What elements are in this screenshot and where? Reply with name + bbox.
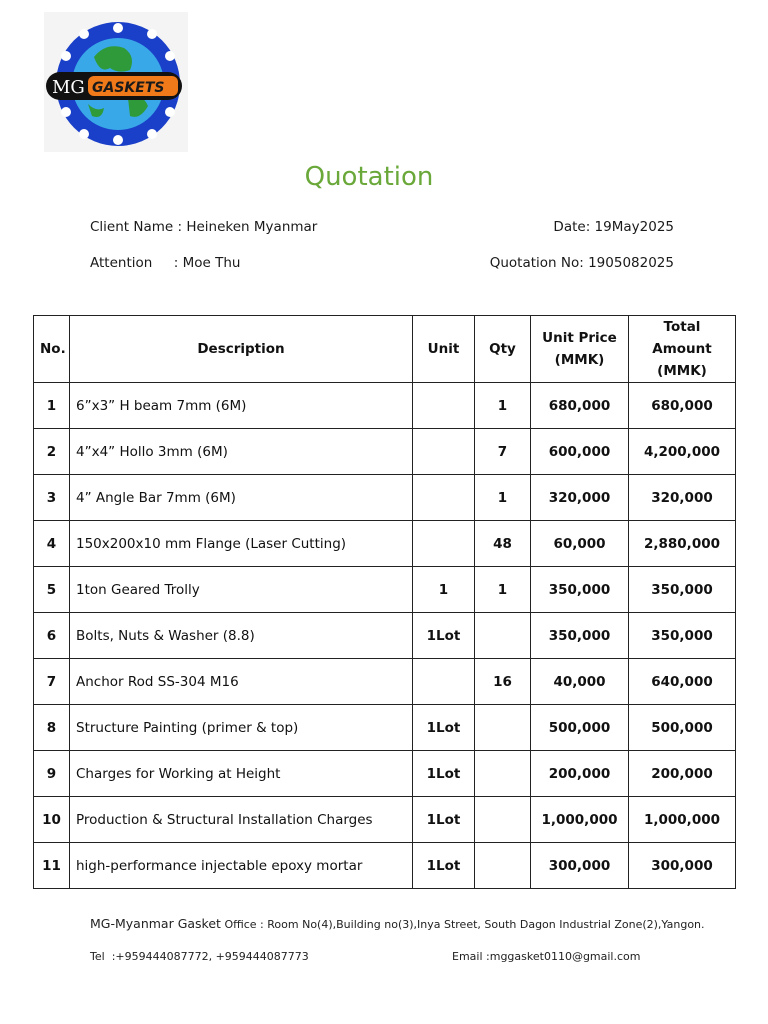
- footer-office-address: Room No(4),Building no(3),Inya Street, South Dagon Industrial Zone(2),Yangon.: [267, 918, 705, 931]
- row-qty: 16: [475, 659, 531, 705]
- footer-email-line: [452, 950, 640, 963]
- row-no: 4: [34, 521, 70, 567]
- header-no: No.: [34, 316, 70, 383]
- attention-label: Attention: [90, 255, 153, 271]
- footer-office-line: [90, 916, 705, 931]
- quotation-no-value: 1905082025: [588, 255, 674, 271]
- footer-company-name: MG-Myanmar Gasket: [90, 916, 221, 931]
- quotation-table: [33, 315, 736, 889]
- row-no: 8: [34, 705, 70, 751]
- row-no: 10: [34, 797, 70, 843]
- row-unit-price: 500,000: [531, 705, 629, 751]
- header-unit: Unit: [413, 316, 475, 383]
- table-row: [34, 567, 736, 613]
- mg-gaskets-logo: [44, 12, 188, 152]
- row-total: 1,000,000: [629, 797, 736, 843]
- row-unit: 1Lot: [413, 705, 475, 751]
- row-qty: [475, 613, 531, 659]
- quotation-no-label: Quotation No:: [489, 255, 584, 271]
- header-qty: Qty: [475, 316, 531, 383]
- header-unit-price-label: Unit Price: [542, 330, 617, 346]
- attention-value: Moe Thu: [182, 255, 241, 271]
- row-total: 2,880,000: [629, 521, 736, 567]
- row-total: 300,000: [629, 843, 736, 889]
- row-no: 1: [34, 383, 70, 429]
- row-unit-price: 600,000: [531, 429, 629, 475]
- row-description: Anchor Rod SS-304 M16: [70, 659, 413, 705]
- row-qty: [475, 843, 531, 889]
- row-unit-price: 60,000: [531, 521, 629, 567]
- date-line: [553, 219, 674, 235]
- svg-text:GASKETS: GASKETS: [92, 80, 165, 96]
- row-unit-price: 320,000: [531, 475, 629, 521]
- header-unit-price: [531, 316, 629, 383]
- row-unit: 1Lot: [413, 843, 475, 889]
- row-no: 6: [34, 613, 70, 659]
- row-no: 11: [34, 843, 70, 889]
- header-total-amount-label: Total Amount: [652, 319, 712, 357]
- row-unit-price: 300,000: [531, 843, 629, 889]
- row-description: Production & Structural Installation Charges: [70, 797, 413, 843]
- client-label: Client Name: [90, 219, 174, 235]
- date-value: 19May2025: [594, 219, 674, 235]
- row-description: Structure Painting (primer & top): [70, 705, 413, 751]
- row-unit-price: 40,000: [531, 659, 629, 705]
- row-qty: [475, 797, 531, 843]
- row-total: 500,000: [629, 705, 736, 751]
- table-row: [34, 705, 736, 751]
- row-description: 6”x3” H beam 7mm (6M): [70, 383, 413, 429]
- quotation-no-line: [490, 255, 674, 271]
- row-unit-price: 1,000,000: [531, 797, 629, 843]
- row-no: 2: [34, 429, 70, 475]
- row-no: 5: [34, 567, 70, 613]
- svg-text:MG: MG: [52, 77, 85, 98]
- row-total: 640,000: [629, 659, 736, 705]
- row-description: Charges for Working at Height: [70, 751, 413, 797]
- company-logo: [44, 12, 188, 152]
- row-description: 4”x4” Hollo 3mm (6M): [70, 429, 413, 475]
- row-total: 4,200,000: [629, 429, 736, 475]
- row-unit-price: 350,000: [531, 613, 629, 659]
- row-unit: 1Lot: [413, 797, 475, 843]
- row-qty: [475, 705, 531, 751]
- row-unit: [413, 475, 475, 521]
- row-qty: [475, 751, 531, 797]
- row-description: Bolts, Nuts & Washer (8.8): [70, 613, 413, 659]
- row-no: 3: [34, 475, 70, 521]
- row-qty: 1: [475, 383, 531, 429]
- table-row: [34, 475, 736, 521]
- row-unit: 1Lot: [413, 751, 475, 797]
- header-total-amount-currency: (MMK): [657, 363, 707, 379]
- row-qty: 1: [475, 475, 531, 521]
- row-qty: 7: [475, 429, 531, 475]
- row-total: 680,000: [629, 383, 736, 429]
- table-header-row: [34, 316, 736, 383]
- row-total: 320,000: [629, 475, 736, 521]
- table-row: [34, 843, 736, 889]
- row-unit: [413, 429, 475, 475]
- row-total: 350,000: [629, 613, 736, 659]
- client-value: Heineken Myanmar: [186, 219, 318, 235]
- row-unit-price: 200,000: [531, 751, 629, 797]
- footer-tel-label: Tel: [90, 950, 105, 963]
- footer-email-label: Email: [452, 950, 483, 963]
- row-description: 4” Angle Bar 7mm (6M): [70, 475, 413, 521]
- table-row: [34, 521, 736, 567]
- row-unit-price: 680,000: [531, 383, 629, 429]
- footer-office-label: Office :: [224, 918, 264, 931]
- row-total: 200,000: [629, 751, 736, 797]
- row-qty: 48: [475, 521, 531, 567]
- row-description: 1ton Geared Trolly: [70, 567, 413, 613]
- date-label: Date:: [553, 219, 591, 235]
- table-row: [34, 751, 736, 797]
- table-row: [34, 613, 736, 659]
- row-qty: 1: [475, 567, 531, 613]
- row-no: 7: [34, 659, 70, 705]
- row-total: 350,000: [629, 567, 736, 613]
- footer-email-value: :mggasket0110@gmail.com: [486, 950, 641, 963]
- table-row: [34, 429, 736, 475]
- row-no: 9: [34, 751, 70, 797]
- header-total-amount: [629, 316, 736, 383]
- row-unit: [413, 383, 475, 429]
- row-unit: 1: [413, 567, 475, 613]
- attention-line: Attention : Moe Thu: [90, 255, 241, 271]
- client-name-line: Client Name : Heineken Myanmar: [90, 219, 318, 235]
- row-unit-price: 350,000: [531, 567, 629, 613]
- footer-tel-value: :+959444087772, +959444087773: [111, 950, 309, 963]
- row-description: 150x200x10 mm Flange (Laser Cutting): [70, 521, 413, 567]
- table-row: [34, 797, 736, 843]
- table-row: [34, 659, 736, 705]
- row-description: high-performance injectable epoxy mortar: [70, 843, 413, 889]
- row-unit: 1Lot: [413, 613, 475, 659]
- footer-tel-line: [90, 950, 309, 963]
- header-unit-price-currency: (MMK): [554, 352, 605, 368]
- table-row: [34, 383, 736, 429]
- row-unit: [413, 659, 475, 705]
- header-description: Description: [70, 316, 413, 383]
- row-unit: [413, 521, 475, 567]
- page-title: Quotation: [304, 162, 434, 192]
